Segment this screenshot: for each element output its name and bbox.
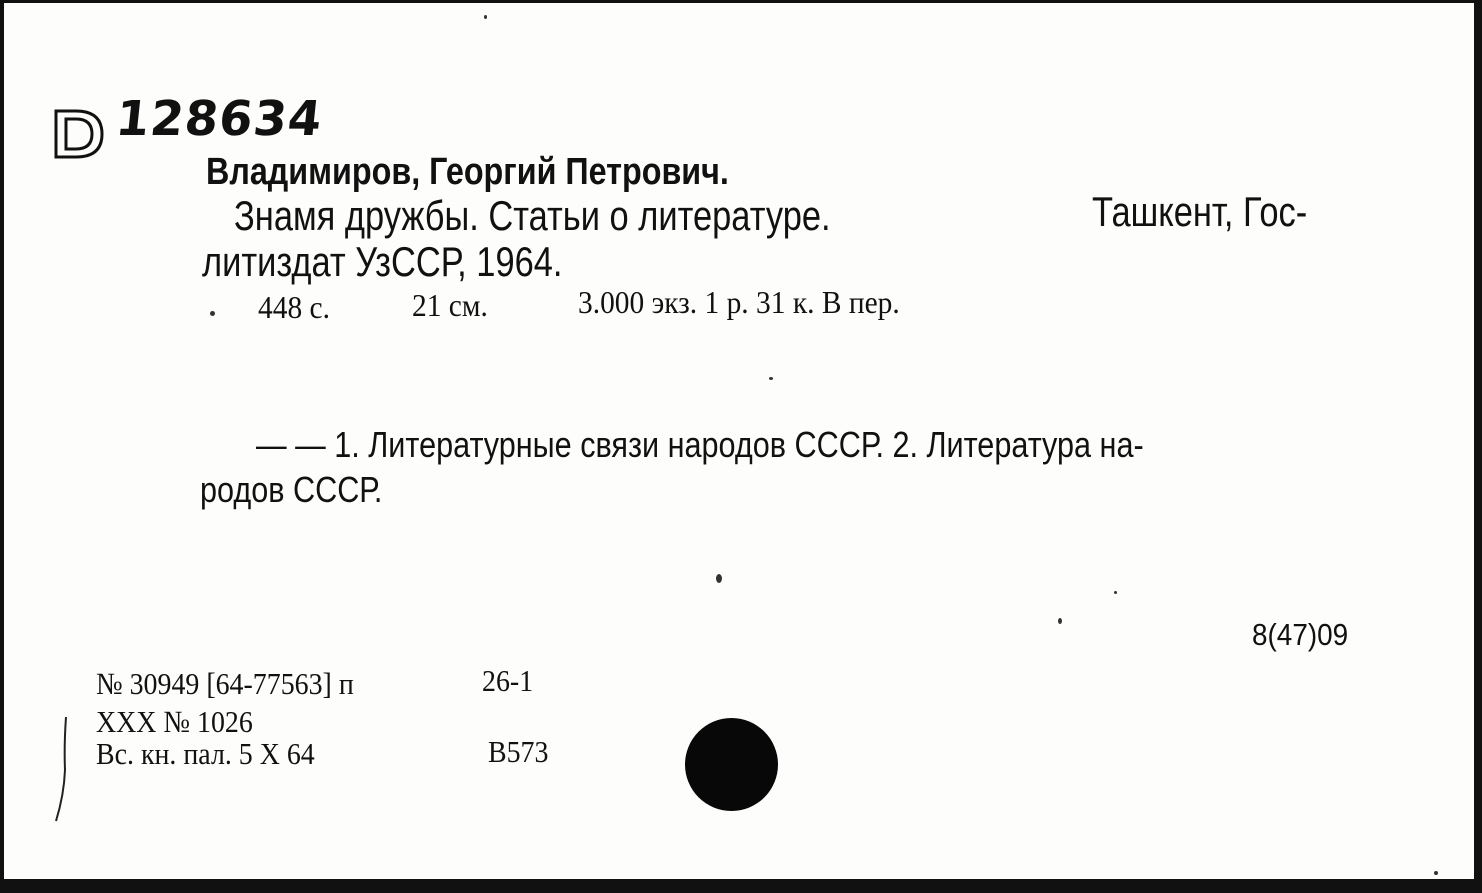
- punch-hole: [685, 718, 778, 811]
- catalog-code-1: 26-1: [482, 663, 534, 698]
- d-letter-stamp: [50, 105, 108, 163]
- catalog-card: [4, 3, 1474, 879]
- catalog-code-2: В573: [488, 734, 549, 769]
- ink-speck: [1114, 591, 1117, 594]
- ink-speck: [1058, 618, 1062, 624]
- ink-speck: [769, 377, 773, 380]
- classification-code: 8(47)09: [1252, 617, 1349, 652]
- handwritten-index-number: 128634: [113, 91, 326, 147]
- title-line-1: Знамя дружбы. Статьи о литературе.: [234, 192, 831, 239]
- ink-speck: [1434, 871, 1438, 875]
- print-run-price: 3.000 экз. 1 р. 31 к. В пер.: [578, 284, 900, 320]
- book-size: 21 см.: [412, 287, 488, 323]
- ink-speck: [716, 574, 722, 583]
- title-line-2: литиздат УзССР, 1964.: [202, 238, 563, 285]
- ink-speck: [210, 311, 215, 316]
- catalog-series-number: XXX № 1026: [96, 704, 253, 739]
- margin-pencil-stroke: [52, 715, 74, 823]
- place-publisher: Ташкент, Гос-: [1092, 188, 1308, 235]
- page-count: 448 с.: [258, 289, 330, 325]
- ink-speck: [484, 15, 487, 19]
- catalog-number: № 30949 [64-77563] п: [96, 666, 354, 701]
- subject-headings-line-1: — — 1. Литературные связи народов СССР. 2. Литература на-: [256, 424, 1144, 465]
- subject-headings-line-2: родов СССР.: [200, 469, 383, 510]
- author-heading: Владимиров, Георгий Петрович.: [206, 151, 729, 193]
- chamber-registration: Вс. кн. пал. 5 X 64: [96, 736, 315, 771]
